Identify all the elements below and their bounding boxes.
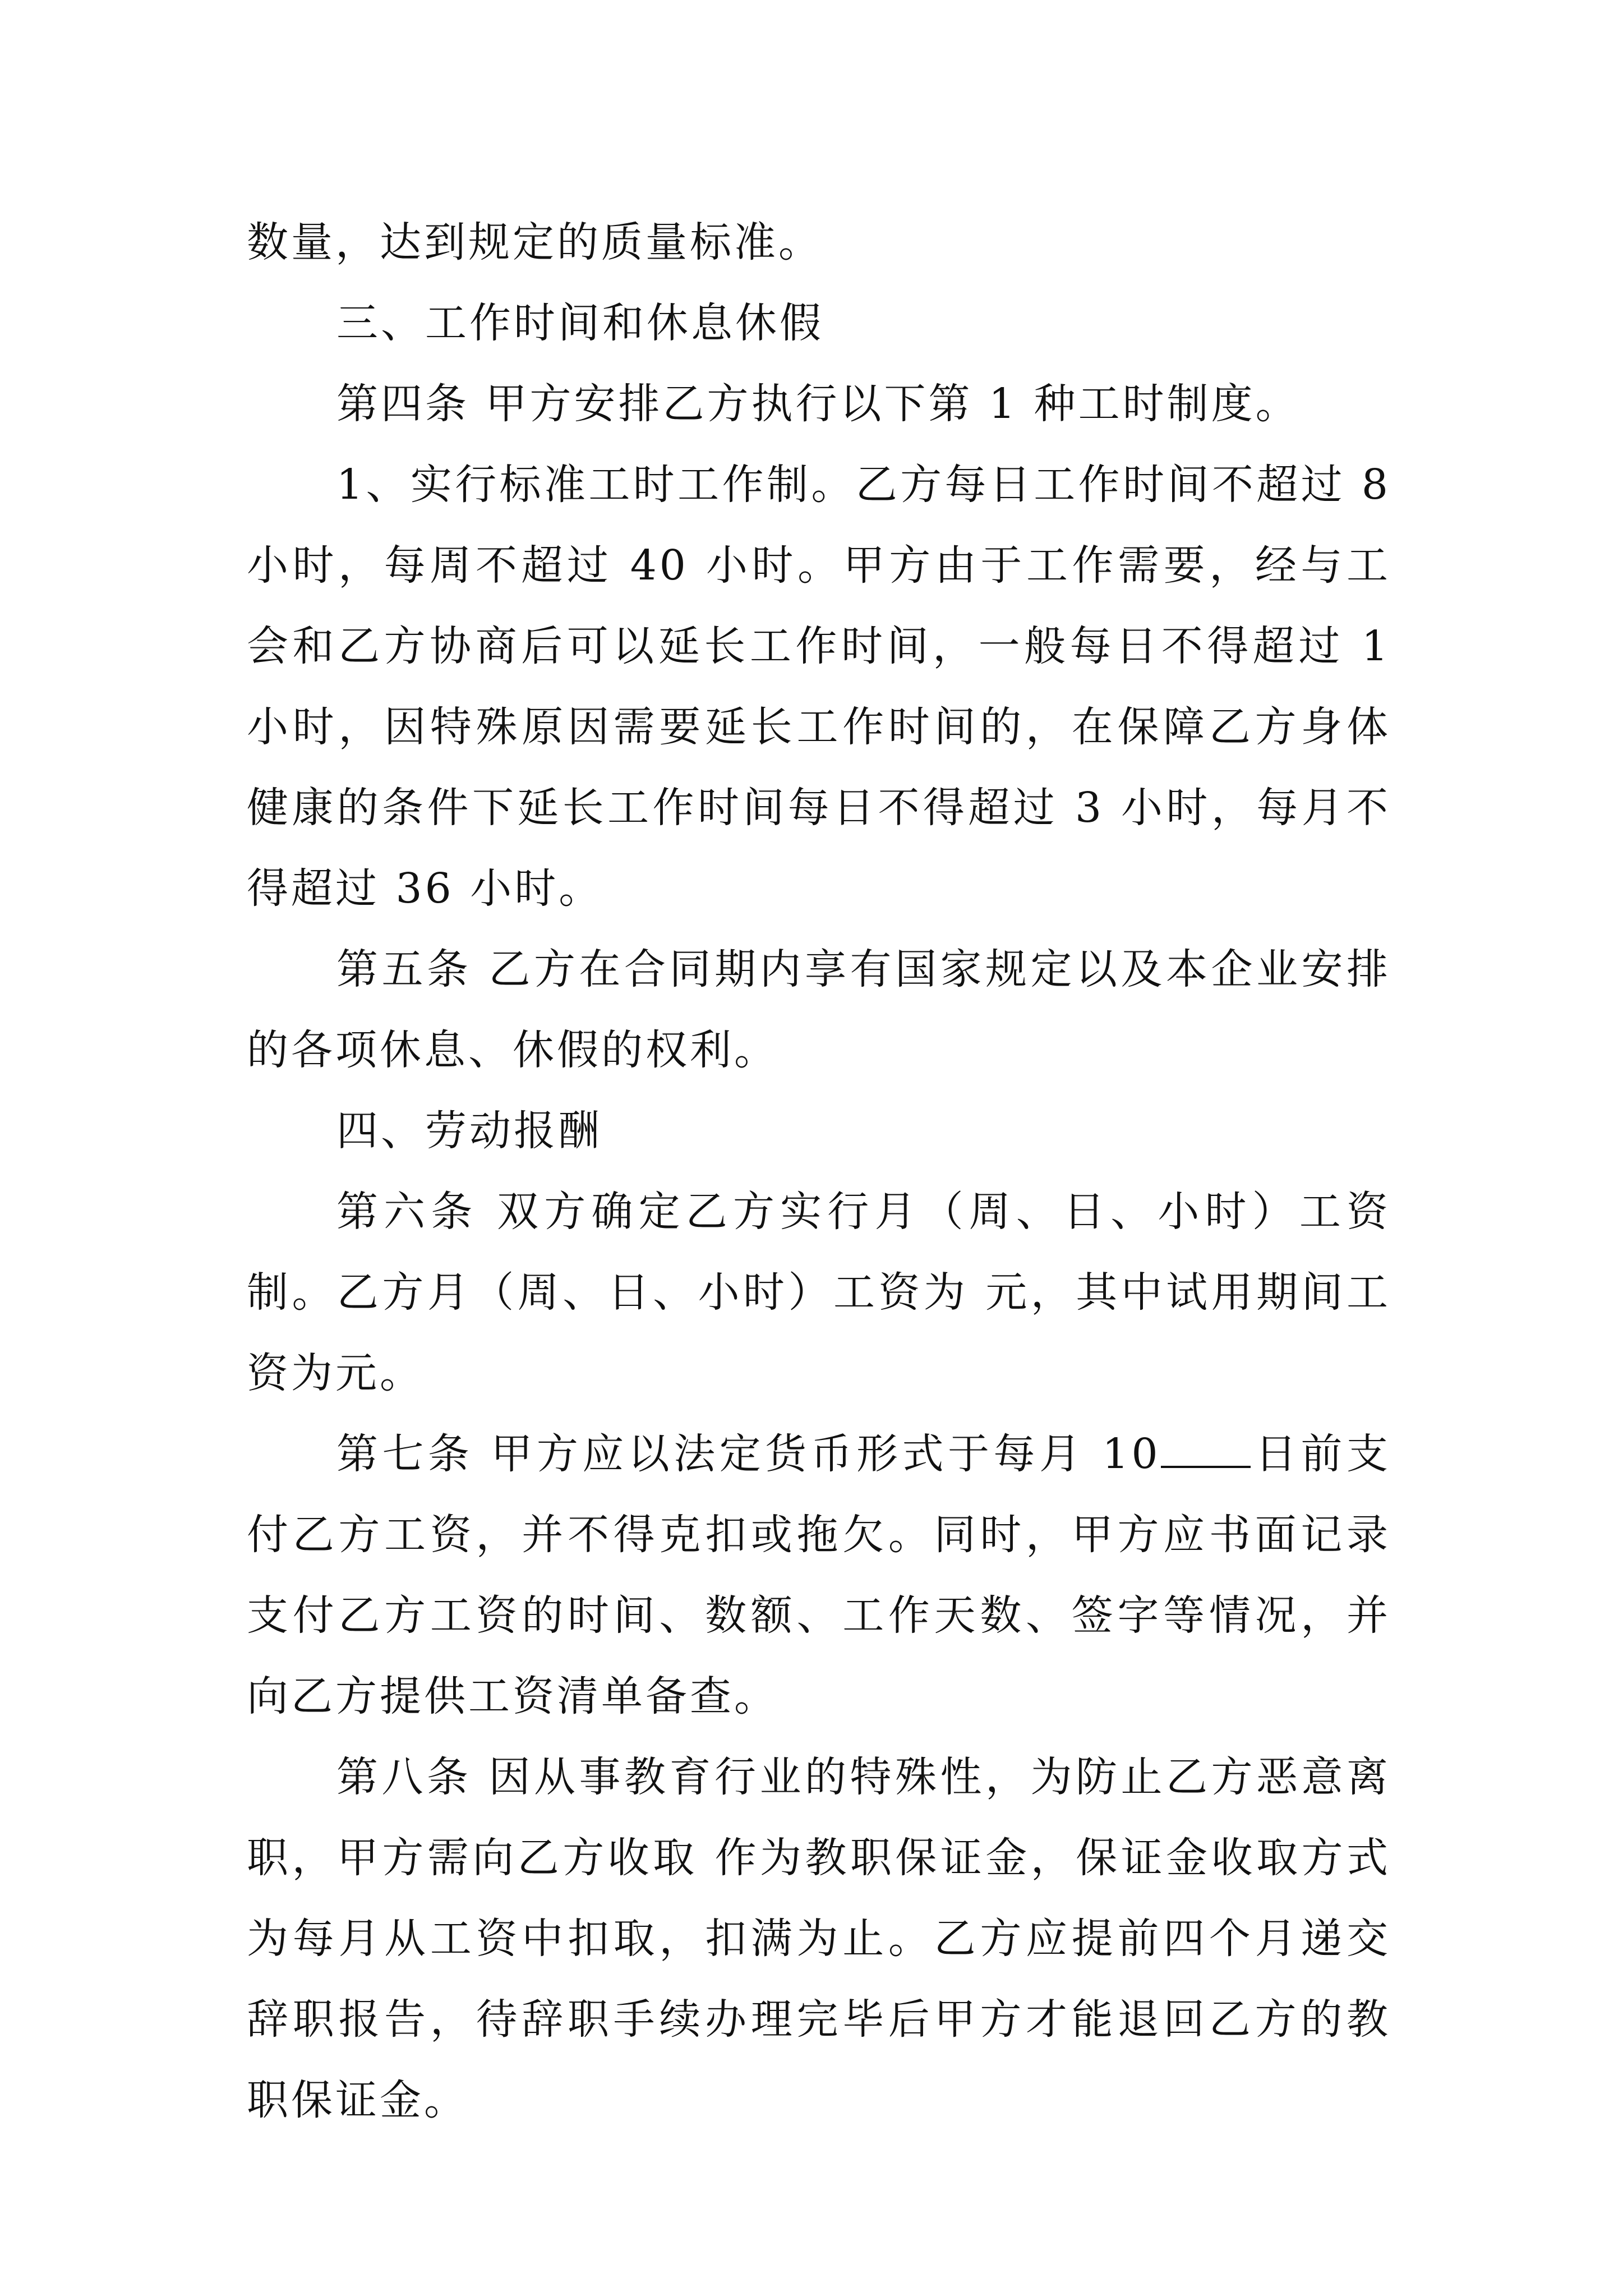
paragraph-continuation: 数量，达到规定的质量标准。 <box>247 218 823 266</box>
article-8: 第八条 因从事教育行业的特殊性，为防止乙方恶意离职，甲方需向乙方收取 作为教职保证金，保证金收取方式为每月从工资中扣取，扣满为止。乙方应提前四个月递交辞职报告，待辞职手续办理完毕后甲方才能退回乙方的教职保证金。 <box>247 1753 1391 2124</box>
article-7-text-after-blank: 日前支付乙方工资，并不得克扣或拖欠。同时，甲方应书面记录支付乙方工资的时间、数额、工作天数、签字等情况，并向乙方提供工资清单备查。 <box>247 1430 1391 1720</box>
article-7-text-before-blank: 第七条 甲方应以法定货币形式于每月 10 <box>336 1430 1161 1478</box>
section-heading-working-hours: 三、工作时间和休息休假 <box>336 299 824 347</box>
fill-in-blank-line <box>1161 1431 1251 1468</box>
section-heading-remuneration: 四、劳动报酬 <box>336 1107 602 1155</box>
article-6: 第六条 双方确定乙方实行月（周、日、小时）工资制。乙方月（周、日、小时）工资为 元，其中试用期间工资为元。 <box>247 1188 1391 1397</box>
article-7 <box>247 1414 1391 1737</box>
article-4-item-1: 1、实行标准工时工作制。乙方每日工作时间不超过 8 小时，每周不超过 40 小时。甲方由于工作需要，经与工会和乙方协商后可以延长工作时间，一般每日不得超过 1 小时，因特殊原因需要延长工作时间的，在保障乙方身体健康的条件下延长工作时间每日不得超过 3 小时，每月不得超过 36 小时。 <box>247 461 1391 913</box>
article-4: 第四条 甲方安排乙方执行以下第 1 种工时制度。 <box>336 380 1300 428</box>
article-5: 第五条 乙方在合同期内享有国家规定以及本企业安排的各项休息、休假的权利。 <box>247 945 1391 1074</box>
document-body <box>247 202 1391 2141</box>
